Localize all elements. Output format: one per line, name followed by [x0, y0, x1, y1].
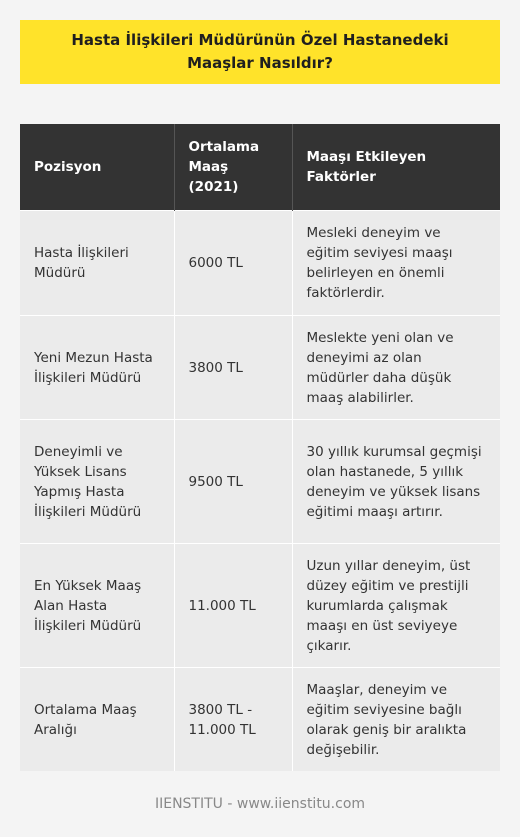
cell-position: Ortalama Maaş Aralığı — [20, 668, 174, 772]
table-row — [20, 211, 500, 316]
table-row — [20, 316, 500, 420]
cell-position: Yeni Mezun Hasta İlişkileri Müdürü — [20, 316, 174, 420]
cell-factors: Mesleki deneyim ve eğitim seviyesi maaşı belirleyen en önemli faktörlerdir. — [292, 211, 500, 316]
table-row — [20, 544, 500, 668]
cell-salary: 9500 TL — [174, 420, 292, 544]
header-position: Pozisyon — [20, 124, 174, 211]
table-header-row — [20, 124, 500, 211]
title-banner — [20, 20, 500, 84]
header-average-salary: Ortalama Maaş (2021) — [174, 124, 292, 211]
cell-position: Hasta İlişkileri Müdürü — [20, 211, 174, 316]
table-row — [20, 668, 500, 772]
cell-factors: Maaşlar, deneyim ve eğitim seviyesine bağlı olarak geniş bir aralıkta değişebilir. — [292, 668, 500, 772]
cell-factors: Uzun yıllar deneyim, üst düzey eğitim ve prestijli kurumlarda çalışmak maaşı en üst seviyeye çıkarır. — [292, 544, 500, 668]
cell-factors: 30 yıllık kurumsal geçmişi olan hastanede, 5 yıllık deneyim ve yüksek lisans eğitimi maaşı artırır. — [292, 420, 500, 544]
salary-table — [20, 124, 500, 771]
table-row — [20, 420, 500, 544]
cell-salary: 6000 TL — [174, 211, 292, 316]
header-factors: Maaşı Etkileyen Faktörler — [292, 124, 500, 211]
cell-salary: 3800 TL — [174, 316, 292, 420]
cell-salary: 11.000 TL — [174, 544, 292, 668]
cell-factors: Meslekte yeni olan ve deneyimi az olan müdürler daha düşük maaş alabilirler. — [292, 316, 500, 420]
cell-position: Deneyimli ve Yüksek Lisans Yapmış Hasta İlişkileri Müdürü — [20, 420, 174, 544]
cell-salary: 3800 TL - 11.000 TL — [174, 668, 292, 772]
footer-credit: IIENSTITU - www.iienstitu.com — [154, 796, 366, 812]
page-title: Hasta İlişkileri Müdürünün Özel Hastanedeki Maaşlar Nasıldır? — [71, 31, 449, 72]
cell-position: En Yüksek Maaş Alan Hasta İlişkileri Müdürü — [20, 544, 174, 668]
